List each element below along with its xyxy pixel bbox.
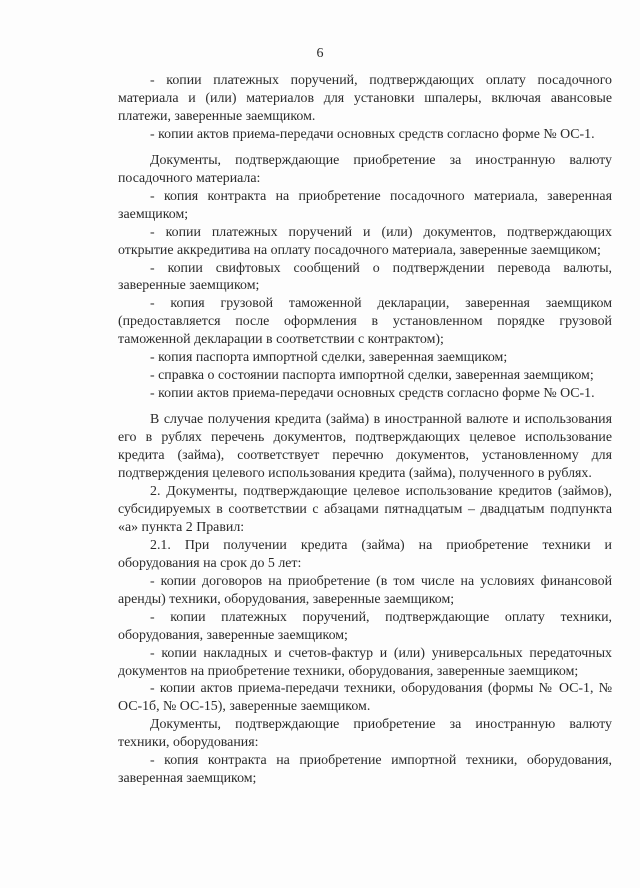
paragraph: - копия контракта на приобретение посадочного материала, заверенная заемщиком;	[118, 188, 612, 222]
paragraph: Документы, подтверждающие приобретение за иностранную валюту техники, оборудования:	[118, 717, 612, 751]
paragraph: 2. Документы, подтверждающие целевое использование кредитов (займов), субсидируемых в соответствии с абзацами пятнадцатым – двадцатым подпункта «а» пункта 2 Правил:	[118, 483, 612, 535]
paragraph: Документы, подтверждающие приобретение за иностранную валюту посадочного материала:	[118, 152, 612, 186]
paragraph: В случае получения кредита (займа) в иностранной валюте и использования его в рублях перечень документов, подтверждающих целевое использование кредита (займа), соответствует перечню документов, установленному для подтверждения целевого использования кредита (займа), полученного в рублях.	[118, 412, 612, 482]
paragraph: 2.1. При получении кредита (займа) на приобретение техники и оборудования на срок до 5 лет:	[118, 537, 612, 571]
paragraph: - копии платежных поручений и (или) документов, подтверждающих открытие аккредитива на оплату посадочного материала, заверенные заемщиком;	[118, 224, 612, 258]
document-body	[118, 72, 612, 788]
paragraph: - копии накладных и счетов-фактур и (или) универсальных передаточных документов на приобретение техники, оборудования, заверенные заемщиком;	[118, 645, 612, 679]
paragraph: - копии актов приема-передачи техники, оборудования (формы № ОС-1, № ОС-1б, № ОС-15), заверенные заемщиком.	[118, 681, 612, 715]
paragraph: - копия паспорта импортной сделки, заверенная заемщиком;	[150, 350, 508, 366]
paragraph: - копия контракта на приобретение импортной техники, оборудования, заверенная заемщиком;	[118, 753, 612, 787]
paragraph: - копии актов приема-передачи основных средств согласно форме № ОС-1.	[150, 386, 595, 402]
paragraph: - копии платежных поручений, подтверждающих оплату посадочного материала и (или) материалов для установки шпалеры, включая авансовые платежи, заверенные заемщиком.	[118, 73, 612, 124]
page-number: 6	[316, 46, 324, 61]
paragraph: - копии платежных поручений, подтверждающие оплату техники, оборудования, заверенные заемщиком;	[118, 609, 612, 643]
paragraph: - копия грузовой таможенной декларации, заверенная заемщиком (предоставляется после оформления в установленном порядке грузовой таможенной декларации в соответствии с контрактом);	[118, 296, 612, 348]
paragraph: - копии актов приема-передачи основных средств согласно форме № ОС-1.	[150, 126, 595, 142]
paragraph: - справка о состоянии паспорта импортной сделки, заверенная заемщиком;	[150, 368, 594, 384]
paragraph: - копии свифтовых сообщений о подтверждении перевода валюты, заверенные заемщиком;	[118, 260, 612, 294]
paragraph: - копии договоров на приобретение (в том числе на условиях финансовой аренды) техники, оборудования, заверенные заемщиком;	[118, 573, 612, 607]
